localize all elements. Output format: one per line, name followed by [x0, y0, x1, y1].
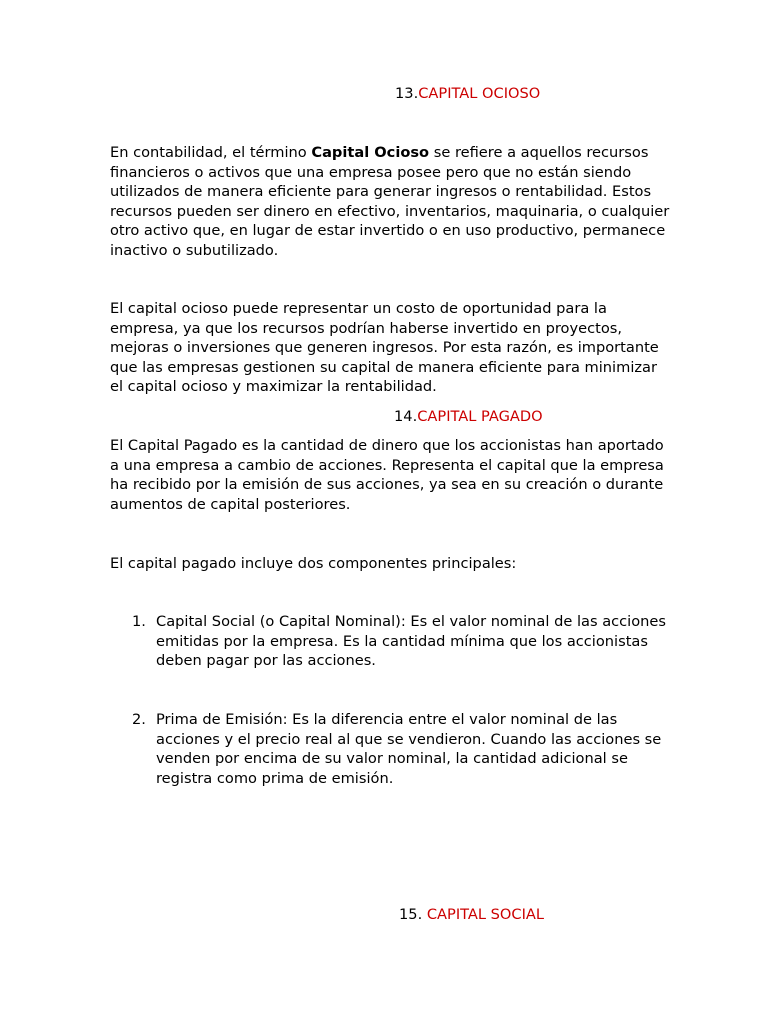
section-14-paragraph-1: El Capital Pagado es la cantidad de dinero que los accionistas han aportado a una empresa a cambio de acciones. Representa el capital que la empresa ha recibido por la emisión de sus acciones, ya sea en su creación o durante aumentos de capital posteriores. [110, 437, 664, 513]
section-14-title: CAPITAL PAGADO [417, 408, 543, 425]
section-13-heading [395, 84, 540, 104]
section-15-number: 15. [399, 906, 427, 923]
section-13-paragraph-1-rest: se refiere a aquellos recursos financieros o activos que una empresa posee pero que no están siendo utilizados de manera eficiente para generar ingresos o rentabilidad. Estos recursos pueden ser dinero en efectivo, inventarios, maquinaria, o cualquier otro activo que, en lugar de estar invertido o en uso productivo, permanece inactivo o subutilizado. [110, 144, 670, 259]
capital-ocioso-term: Capital Ocioso [311, 144, 430, 161]
section-15-title: CAPITAL SOCIAL [426, 906, 545, 923]
section-13-paragraph-1 [110, 143, 670, 261]
section-13-title: CAPITAL OCIOSO [418, 85, 541, 102]
list-item-text: Prima de Emisión: Es la diferencia entre el valor nominal de las acciones y el precio real al que se vendieron. Cuando las acciones se venden por encima de su valor nominal, la cantidad adicional se registra como prima de emisión. [156, 711, 662, 787]
section-13-paragraph-1-intro: En contabilidad, el término [110, 144, 312, 161]
list-item-number: 1. [132, 613, 146, 630]
section-14-paragraph-2: El capital pagado incluye dos componentes principales: [110, 555, 517, 572]
list-item-number: 2. [132, 711, 146, 728]
section-14-number: 14. [394, 408, 418, 425]
list-item-text: Capital Social (o Capital Nominal): Es el valor nominal de las acciones emitidas por la empresa. Es la cantidad mínima que los accionistas deben pagar por las acciones. [156, 613, 666, 670]
section-14-heading [394, 407, 543, 427]
section-15-heading [399, 905, 544, 925]
section-13-number: 13. [395, 85, 419, 102]
section-13-paragraph-2: El capital ocioso puede representar un costo de oportunidad para la empresa, ya que los recursos podrían haberse invertido en proyectos, mejoras o inversiones que generen ingresos. Por esta razón, es importante que las empresas gestionen su capital de manera eficiente para minimizar el capital ocioso y maximizar la rentabilidad. [110, 300, 659, 396]
